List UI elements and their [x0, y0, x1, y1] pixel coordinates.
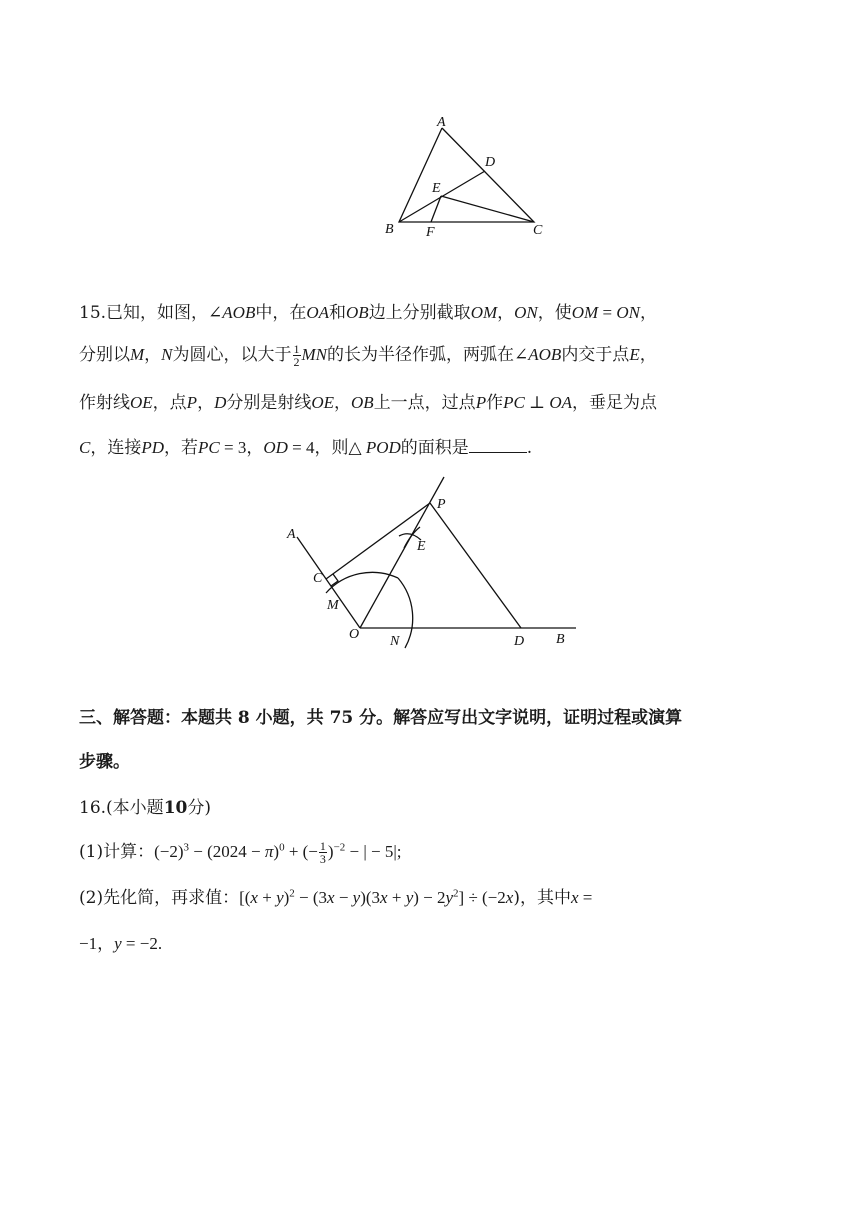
fraction-third: $\frac{1}{3}$ [319, 839, 326, 866]
segment-ec [441, 196, 534, 222]
label-c2: C [313, 571, 323, 586]
label-f: F [426, 225, 435, 240]
q16-part-2-line-2: −1，y = −2. [79, 934, 163, 953]
q15-line-2: 分别以M，N为圆心，以大于 $\frac{1}{2}$ MN的长为半径作弧，两弧在∠AOB内交于点E， [79, 342, 657, 369]
ray-oa [297, 537, 360, 628]
label-d: D [485, 155, 496, 170]
arc-right [398, 578, 413, 648]
label-a: A [437, 115, 446, 130]
label-b2: B [556, 632, 565, 647]
label-m: M [327, 598, 339, 613]
label-a2: A [287, 527, 296, 542]
ray-oe [360, 477, 444, 628]
q15-line-3: 作射线OE，点P，D分别是射线OE，OB上一点，过点P作PC ⊥ OA，垂足为点 [79, 393, 657, 413]
label-o: O [349, 627, 360, 642]
right-angle-mark [331, 574, 338, 586]
segment-pc [326, 503, 430, 579]
label-c: C [533, 223, 543, 238]
section-3-heading-line-1: 三、解答题：本题共 8 小题，共 75 分。解答应写出文字说明，证明过程或演算 [79, 708, 683, 728]
answer-blank [469, 438, 527, 453]
q16-part-1: (1)计算：$(-2)^3 - (2024 - \pi)^0$ + (− $\frac{1}{3}$ )$^{-2}$ − | − 5|; [79, 839, 402, 866]
label-e: E [432, 181, 441, 196]
arc-upper [326, 572, 398, 593]
section-3-heading-line-2: 步骤。 [79, 752, 130, 772]
q16-part-2: (2)先化简，再求值：$[(x + y)^2 - (3x - y)(3x + y) - 2y^2] \div (-2x)$，其中x = [79, 887, 593, 908]
label-n: N [390, 634, 400, 649]
fraction-half: $\frac{1}{2}$ [293, 342, 300, 369]
q15-line-4: C，连接PD，若PC = 3，OD = 4，则△ POD的面积是 . [79, 438, 533, 458]
segment-pd [430, 503, 521, 628]
q15-line-1: 15.已知，如图，∠AOB中，在OA和OB边上分别截取OM，ON，使OM = ON， [79, 303, 657, 323]
label-d2: D [514, 634, 525, 649]
label-e2: E [417, 539, 426, 554]
label-b: B [385, 222, 394, 237]
triangle-abc [399, 128, 534, 222]
q16-header: 16.(本小题10分) [79, 798, 211, 818]
angle-bisector-figure [280, 470, 590, 655]
triangle-figure [380, 110, 550, 242]
label-p: P [437, 497, 446, 512]
